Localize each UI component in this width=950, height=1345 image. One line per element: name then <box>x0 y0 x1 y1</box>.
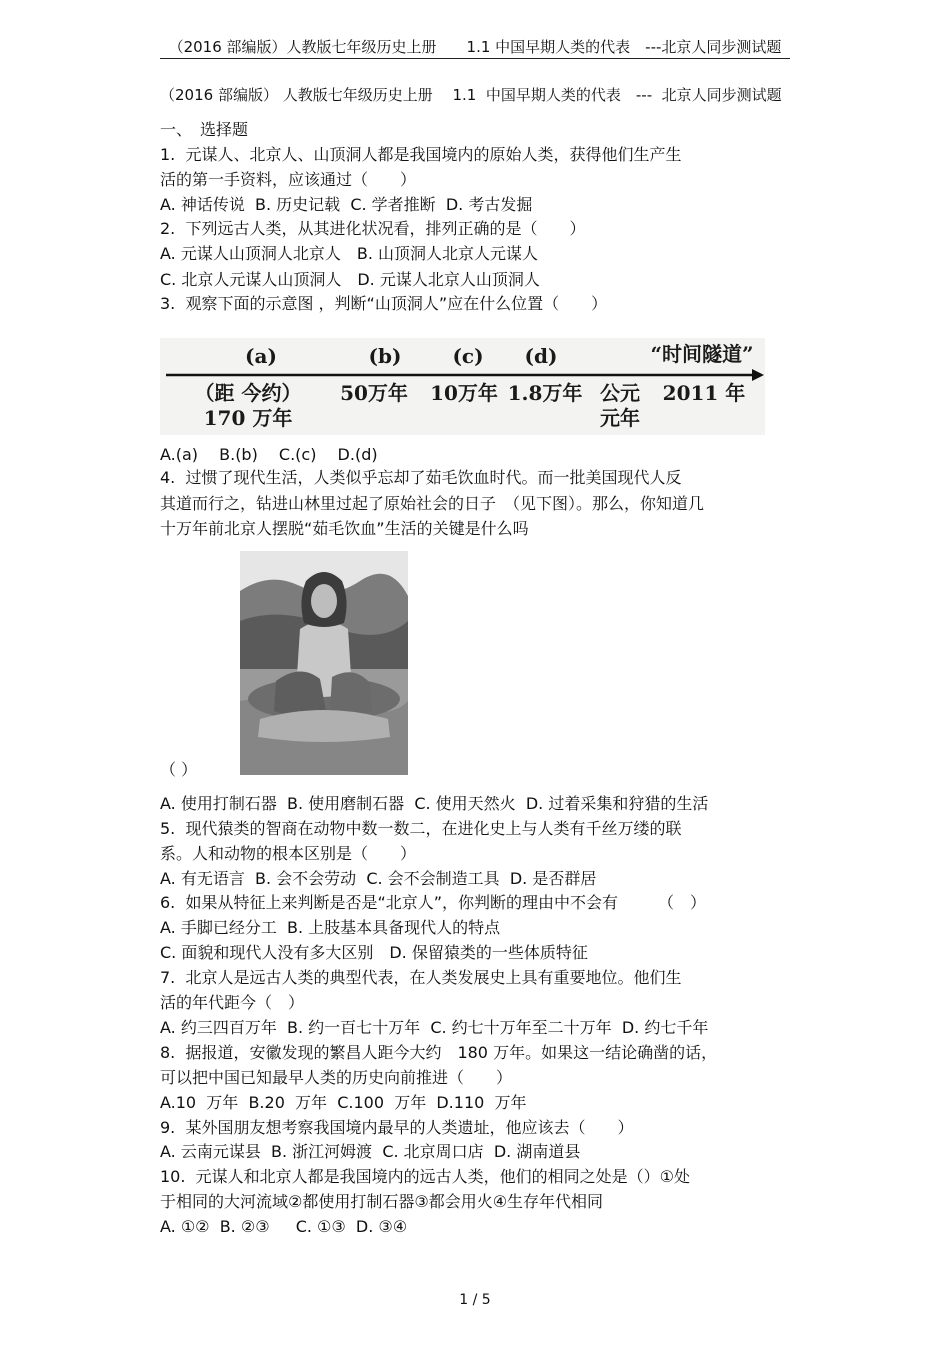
text-line: A. 元谋人山顶洞人北京人 B. 山顶洞人北京人元谋人 <box>160 244 538 263</box>
label-c: 10万年 <box>430 381 498 405</box>
marker-d: (d) <box>524 344 558 368</box>
text-line: A. 有无语言 B. 会不会劳动 C. 会不会制造工具 D. 是否群居 <box>160 869 597 888</box>
label-b: 50万年 <box>340 381 408 405</box>
text-line: 1. 元谋人、北京人、山顶洞人都是我国境内的原始人类，获得他们生产生 <box>160 145 682 164</box>
text-line: 系。人和动物的根本区别是（ ） <box>160 844 417 863</box>
running-header: （2016 部编版）人教版七年级历史上册 1.1 中国早期人类的代表 ---北京人同步测试题 <box>168 38 782 56</box>
header-rule <box>160 58 790 59</box>
label-yuannian: 元年 <box>600 406 640 430</box>
arrow-head-icon <box>752 369 764 381</box>
label-a-line1: （距 今约） <box>194 381 302 405</box>
label-a-line2: 170 万年 <box>203 406 293 430</box>
text-line: C. 面貌和现代人没有多大区别 D. 保留猿类的一些体质特征 <box>160 943 588 962</box>
text-line: 4. 过惯了现代生活，人类似乎忘却了茹毛饮血时代。而一批美国现代人反 <box>160 468 682 487</box>
text-line: A. 使用打制石器 B. 使用磨制石器 C. 使用天然火 D. 过着采集和狩猎的生活 <box>160 794 709 813</box>
q4-answer-blank: （ ） <box>160 760 198 779</box>
marker-a: (a) <box>245 344 277 368</box>
page-number: 1 / 5 <box>459 1292 491 1308</box>
document-subtitle: （2016 部编版） 人教版七年级历史上册 1.1 中国早期人类的代表 --- 北京人同步测试题 <box>160 86 782 104</box>
text-line: A. 手脚已经分工 B. 上肢基本具备现代人的特点 <box>160 918 501 937</box>
text-line: 其道而行之，钻进山林里过起了原始社会的日子 （见下图）。那么，你知道几 <box>160 494 705 513</box>
marker-c: (c) <box>452 344 484 368</box>
text-line: A. 云南元谋县 B. 浙江河姆渡 C. 北京周口店 D. 湖南道县 <box>160 1142 581 1161</box>
text-line: 活的年代距今（ ） <box>160 993 305 1012</box>
text-line: 十万年前北京人摆脱“茹毛饮血”生活的关键是什么吗 <box>160 519 529 538</box>
text-line: A.10 万年 B.20 万年 C.100 万年 D.110 万年 <box>160 1093 527 1112</box>
text-line: 9. 某外国朋友想考察我国境内最早的人类遗址，他应该去（ ） <box>160 1118 634 1137</box>
text-line: 7. 北京人是远古人类的典型代表，在人类发展史上具有重要地位。他们生 <box>160 968 682 987</box>
text-line: 6. 如果从特征上来判断是否是“北京人”，你判断的理由中不会有 （ ） <box>160 893 707 912</box>
caveman-photo <box>240 551 408 775</box>
text-line: 活的第一手资料，应该通过（ ） <box>160 170 417 189</box>
label-d: 1.8万年 <box>507 381 583 405</box>
label-2011: 2011 年 <box>662 381 746 405</box>
marker-b: (b) <box>368 344 402 368</box>
time-tunnel-diagram <box>160 338 765 435</box>
text-line: A. 神话传说 B. 历史记载 C. 学者推断 D. 考古发掘 <box>160 195 533 214</box>
text-line: 3. 观察下面的示意图 ，判断“山顶洞人”应在什么位置（ ） <box>160 294 608 313</box>
section-heading: 一、 选择题 <box>160 120 249 139</box>
text-line: 8. 据报道，安徽发现的繁昌人距今大约 180 万年。如果这一结论确凿的话， <box>160 1043 718 1062</box>
time-tunnel-label: “时间隧道” <box>650 342 754 366</box>
text-line: 10. 元谋人和北京人都是我国境内的远古人类，他们的相同之处是（）①处 <box>160 1167 690 1186</box>
text-line: 2. 下列远古人类，从其进化状况看，排列正确的是（ ） <box>160 219 586 238</box>
q3-options: A.(a) B.(b) C.(c) D.(d) <box>160 445 378 464</box>
text-line: A. 约三四百万年 B. 约一百七十万年 C. 约七十万年至二十万年 D. 约七千年 <box>160 1018 709 1037</box>
text-line: 于相同的大河流域②都使用打制石器③都会用火④生存年代相同 <box>160 1192 604 1211</box>
text-line: A. ①② B. ②③ C. ①③ D. ③④ <box>160 1217 408 1236</box>
label-gongyuan: 公元 <box>600 381 640 405</box>
text-line: C. 北京人元谋人山顶洞人 D. 元谋人北京人山顶洞人 <box>160 270 540 289</box>
text-line: 可以把中国已知最早人类的历史向前推进（ ） <box>160 1068 513 1087</box>
text-line: 5. 现代猿类的智商在动物中数一数二，在进化史上与人类有千丝万缕的联 <box>160 819 682 838</box>
